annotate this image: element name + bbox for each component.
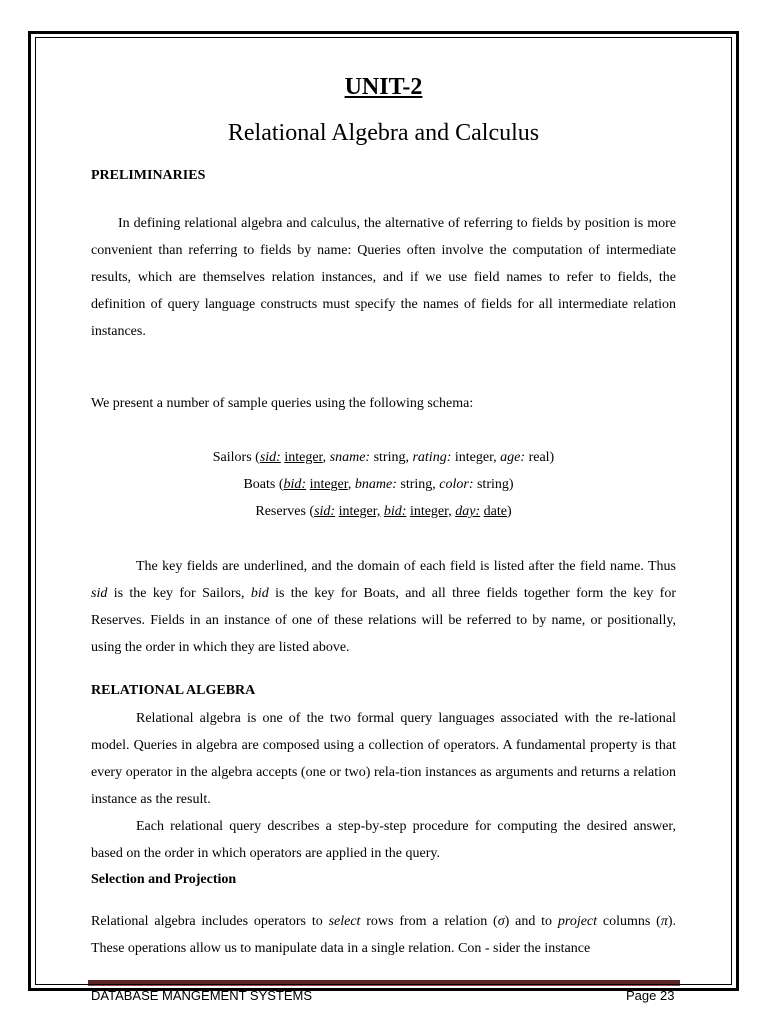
- paragraph-preliminaries: In defining relational algebra and calculus, the alternative of referring to fields by position is more convenient than referring to fields by name: Queries often involve the computation of intermediate results, which are themselves relation instances, and if we use field names to refer to fields, the definition of query language constructs must specify the names of fields for all intermediate relation instances.: [91, 216, 676, 339]
- schema-sailors: [91, 444, 676, 471]
- heading-relational-algebra: RELATIONAL ALGEBRA: [91, 683, 256, 698]
- schema-reserves-close: ): [506, 504, 512, 519]
- schema-boats: [86, 471, 671, 498]
- schema-reserves-sid: sid:: [314, 504, 336, 519]
- schema-boats-bname-type: string,: [396, 477, 440, 492]
- schema-boats-bid-type: integer: [309, 477, 348, 492]
- paragraph-schema-intro: We present a number of sample queries using the following schema:: [91, 396, 474, 411]
- schema-sailors-sid-type: integer: [284, 450, 323, 465]
- schema-reserves: [91, 498, 676, 525]
- schema-sailors-sid: sid:: [259, 450, 281, 465]
- key-para-part3: is the key for Boats, and all three fields together form the key for Reserves. Fields in an instance of one of these relations will be referred to by name, or positionally, using the order in which they are listed above.: [91, 586, 677, 655]
- schema-boats-bname: bname:: [354, 477, 397, 492]
- key-para-part1: The key fields are underlined, and the domain of each field is listed after the field name. Thus: [136, 559, 676, 574]
- page-title: UNIT-2: [344, 74, 423, 100]
- key-para-bid: bid: [250, 586, 269, 601]
- sel-project: project: [557, 914, 598, 929]
- schema-sailors-sname: sname:: [329, 450, 371, 465]
- key-para-sid: sid: [91, 586, 108, 601]
- heading-preliminaries: PRELIMINARIES: [91, 168, 206, 183]
- paragraph-relational-algebra: Relational algebra is one of the two formal query languages associated with the re-lational model. Queries in algebra are composed using a collection of operators. A fundamental property is that every operator in the algebra accepts (one or two) rela-tion instances as arguments and returns a relation instance as the result.: [91, 711, 676, 807]
- sel-select: select: [328, 914, 361, 929]
- heading-selection-projection: Selection and Projection: [91, 872, 237, 887]
- schema-boats-sep: ,: [347, 477, 355, 492]
- key-para-part2: is the key for Sailors,: [107, 586, 251, 601]
- sigma-symbol: σ: [497, 914, 505, 929]
- schema-sailors-age-type: real): [525, 450, 555, 465]
- footer-page-number: Page 23: [626, 988, 675, 1003]
- schema-sailors-name: Sailors (: [212, 450, 260, 465]
- pi-symbol: π: [660, 914, 668, 929]
- sel-part4: columns (: [597, 914, 661, 929]
- schema-boats-name: Boats (: [243, 477, 284, 492]
- sel-part3: ) and to: [504, 914, 558, 929]
- schema-boats-bid: bid:: [283, 477, 307, 492]
- schema-reserves-bid-type: integer,: [409, 504, 452, 519]
- schema-boats-color: color:: [439, 477, 474, 492]
- sel-part1: Relational algebra includes operators to: [91, 914, 329, 929]
- schema-sailors-sep: ,: [322, 450, 330, 465]
- schema-sailors-age: age:: [500, 450, 526, 465]
- schema-sailors-rating-type: integer,: [451, 450, 501, 465]
- paragraph-relational-query: Each relational query describes a step-by-step procedure for computing the desired answer, based on the order in which operators are applied in the query.: [91, 819, 676, 861]
- schema-reserves-bid: bid:: [383, 504, 407, 519]
- schema-sailors-rating: rating:: [412, 450, 452, 465]
- page-subtitle: Relational Algebra and Calculus: [227, 120, 540, 146]
- sel-part5: ). These operations allow us to manipulate data in a single relation. Con - sider the instance: [91, 914, 676, 956]
- schema-reserves-day: day:: [455, 504, 481, 519]
- footer-rule: [88, 980, 680, 984]
- footer-rule-thin: [88, 985, 680, 986]
- schema-reserves-name: Reserves (: [255, 504, 315, 519]
- schema-reserves-day-type: date: [483, 504, 507, 519]
- paragraph-selection-projection: [91, 908, 676, 962]
- schema-reserves-sid-type: integer,: [338, 504, 381, 519]
- sel-part2: rows from a relation (: [360, 914, 498, 929]
- paragraph-key-fields: [91, 553, 676, 661]
- schema-boats-color-type: string): [473, 477, 514, 492]
- footer-course-name: DATABASE MANGEMENT SYSTEMS: [91, 988, 313, 1003]
- schema-sailors-sname-type: string,: [370, 450, 413, 465]
